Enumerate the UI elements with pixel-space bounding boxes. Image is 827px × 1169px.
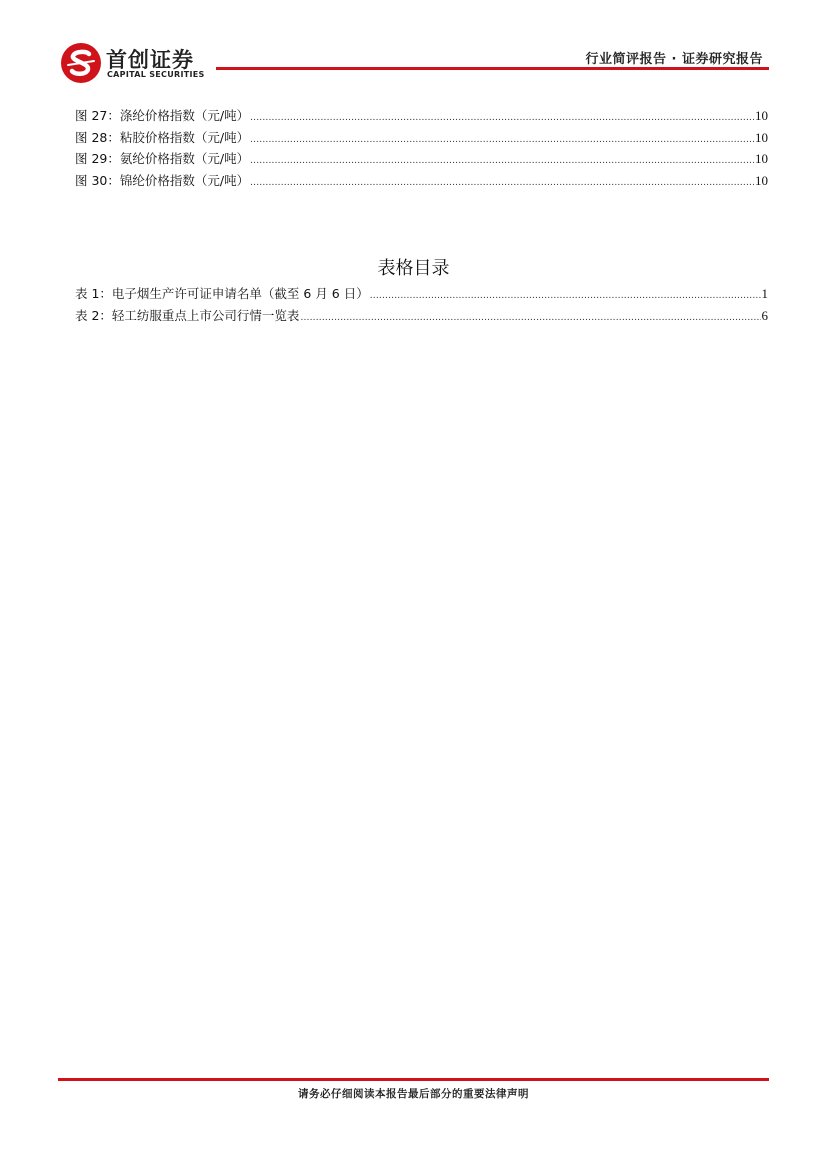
toc-entry[interactable] <box>75 170 768 192</box>
toc-leader-dots <box>250 108 754 130</box>
header-divider <box>216 67 769 70</box>
toc-entry[interactable] <box>75 127 768 149</box>
toc-leader-dots <box>370 286 761 308</box>
toc-entry-label: 图 30：锦纶价格指数（元/吨） <box>75 172 250 188</box>
toc-entry-page: 10 <box>755 172 768 188</box>
capital-securities-logo-icon <box>60 42 102 84</box>
toc-entry-page: 10 <box>755 151 768 166</box>
toc-entry-label: 表 1：电子烟生产许可证申请名单（截至 6 月 6 日） <box>75 286 369 301</box>
footer-divider <box>58 1078 769 1081</box>
toc-entry-label: 图 28：粘胶价格指数（元/吨） <box>75 129 250 145</box>
toc-entry-label: 表 2：轻工纺服重点上市公司行情一览表 <box>75 307 300 323</box>
toc-entry-page: 10 <box>755 108 768 123</box>
toc-entry[interactable] <box>75 305 768 327</box>
toc-leader-dots <box>300 308 760 330</box>
toc-entry-page: 10 <box>755 129 768 145</box>
toc-entry-page: 6 <box>761 307 768 323</box>
page-header <box>0 0 827 90</box>
logo-english-name: CAPITAL SECURITIES <box>107 70 205 79</box>
toc-entry-page: 1 <box>761 286 768 301</box>
toc-entry-label: 图 27：涤纶价格指数（元/吨） <box>75 108 250 123</box>
toc-leader-dots <box>250 151 754 173</box>
toc-entry[interactable] <box>75 105 768 127</box>
toc-leader-dots <box>250 173 754 195</box>
toc-entry[interactable] <box>75 283 768 305</box>
report-type-title: 行业简评报告 · 证券研究报告 <box>585 52 763 67</box>
tables-toc <box>75 283 768 326</box>
toc-entry-label: 图 29：氨纶价格指数（元/吨） <box>75 151 250 166</box>
figures-toc <box>75 105 768 191</box>
tables-toc-heading: 表格目录 <box>377 258 450 279</box>
logo-chinese-name: 首创证券 <box>106 48 194 72</box>
legal-disclaimer-notice: 请务必仔细阅读本报告最后部分的重要法律声明 <box>298 1088 529 1100</box>
toc-entry[interactable] <box>75 148 768 170</box>
company-logo <box>60 42 220 84</box>
toc-leader-dots <box>250 130 754 152</box>
